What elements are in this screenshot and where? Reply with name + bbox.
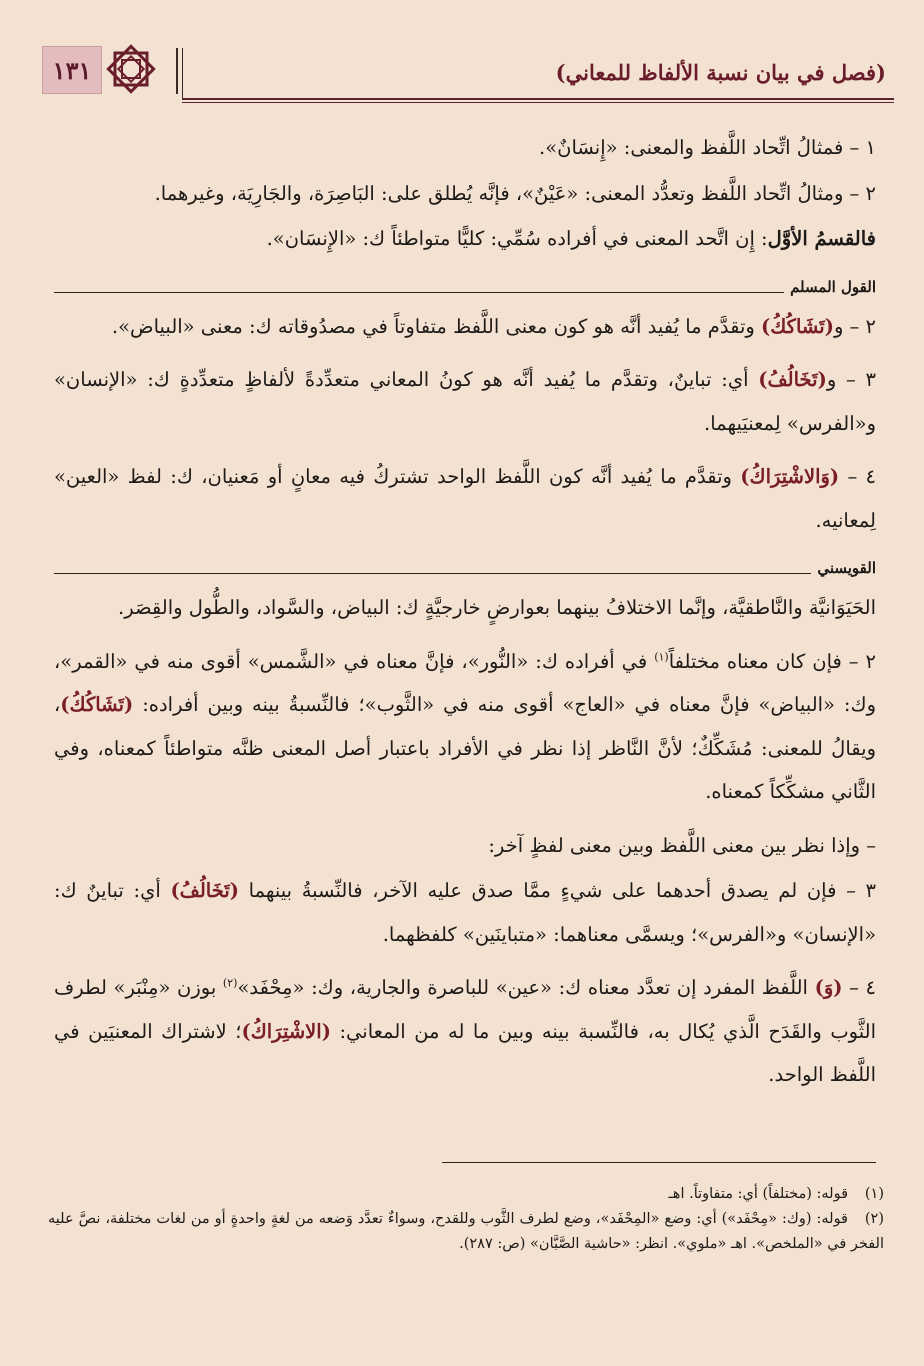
- page-number: ١٣١: [42, 46, 102, 94]
- footnote-separator: [442, 1162, 876, 1163]
- keyword: (تَشَاكُكُ): [60, 693, 134, 716]
- paragraph: [54, 358, 876, 445]
- keyword: (تَخَالُفُ): [758, 368, 827, 391]
- text-run: ٣ – فإن لم يصدق أحدهما على شيءٍ ممَّا صدق عليه الآخر، فالنِّسبةُ بينهما: [238, 879, 876, 902]
- section-label: [54, 271, 876, 297]
- keyword: (وَالاشْتِرَاكُ): [740, 465, 840, 488]
- keyword: (تَشَاكُكُ): [761, 314, 834, 338]
- running-title: (فصل في بيان نسبة الألفاظ للمعاني): [555, 60, 886, 85]
- text-run: ٣ – و: [826, 368, 876, 391]
- header-divider: [182, 48, 183, 98]
- paragraph: ٢ – ومثالُ اتِّحاد اللَّفظ وتعدُّد المعنى: «عَيْنٌ»، فإنَّه يُطلق على: البَاصِرَة، والجَارِيَة، وغيرهما.: [154, 181, 876, 205]
- paragraph: [54, 455, 876, 542]
- header-rule: [182, 102, 894, 103]
- footnote-ref[interactable]: (١): [654, 650, 669, 663]
- text-run: وتقدَّم ما يُفيد أنَّه كون اللَّفظ الواحد تشتركُ فيه معانٍ أو مَعنيان، ك: لفظ «العين» لِمعانيه.: [54, 465, 876, 532]
- text-run: ٢ – فإن كان معناه مختلفاً: [668, 649, 876, 673]
- footnotes: [48, 1182, 884, 1257]
- section-rule: [54, 292, 784, 293]
- section-rule: [54, 573, 811, 574]
- footnote-text: قوله: (وك: «مِحْفَد») أي: وضع «المِحْفَد»، وضع لطرف الثَّوب وللقدح، وسواءٌ تعدَّد وَضعه من لغةٍ واحدةٍ أو من لغات مختلفة، نصَّ عليه الفخر في «الملخص». اهـ «ملوي». انظر: «حاشية الصَّبَّان» (ص: ٢٨٧).: [48, 1211, 884, 1252]
- keyword: (وَ): [814, 976, 843, 999]
- text-run: ٢ – و: [833, 314, 876, 338]
- paragraph: [54, 640, 876, 814]
- text-run: أي: تباينٌ، وتقدَّم ما يُفيد أنَّه هو كونُ المعاني متعدِّدةً لألفاظٍ متعدِّدةٍ ك: «الإنسان» و«الفرس» لِمعنيَيهما.: [54, 368, 876, 435]
- footnote-ref[interactable]: (٢): [222, 976, 238, 990]
- text-run: أي: تباينٌ ك: «الإنسان» و«الفرس»؛ ويسمَّى معناهما: «متباينَين» كلفظهما.: [54, 879, 876, 946]
- eight-point-star-ornament-icon: [104, 42, 158, 96]
- paragraph: [54, 869, 876, 956]
- keyword: (تَخَالُفُ): [170, 879, 239, 902]
- section-label: [54, 552, 876, 578]
- footnote-number: (١): [864, 1186, 884, 1202]
- text-run: اللَّفظ المفرد إن تعدَّد معناه ك: «عين» للباصرة والجارية، وك: «مِحْفَد»: [237, 976, 815, 999]
- text-run: ٤ –: [839, 465, 876, 488]
- paragraph: الحَيَوَانيَّة والنَّاطقيَّة، وإنَّما الاختلافُ بينهما بعوارضٍ خارجيَّةٍ ك: البياض، والسَّواد، والطُّول والقِصَر.: [118, 596, 876, 619]
- text-run: في أفراده ك: «النُّور»، فإنَّ معناه في «الشَّمس» أقوى منه في «القمر»، وك: «البياض» فإنَّ معناه في «العاج» أقوى منه في «الثَّوب»؛ فالنِّسبةُ بينه وبين أفراده:: [54, 649, 876, 716]
- footnote: [48, 1207, 884, 1257]
- text-run: وتقدَّم ما يُفيد أنَّه هو كون معنى اللَّفظ متفاوتاً في مصدُوقاته ك: معنى «البياض».: [111, 314, 761, 338]
- footnote: [48, 1182, 884, 1207]
- main-text: [54, 126, 876, 1107]
- text-run: بوزن «مِنْبَر» لطرف الثَّوب والقَدَح الَّذي يُكال به، فالنِّسبة بينه وبين ما له من المعاني:: [54, 976, 876, 1043]
- page-header: [0, 38, 924, 102]
- text-run: ، ويقالُ للمعنى: مُشَكِّكٌ؛ لأنَّ النَّاظر إذا نظر في الأفراد باعتبار أصل المعنى ظنَّه متواطئاً كمعناه، وفي الثَّاني مشكِّكاً كمعناه.: [54, 693, 876, 803]
- paragraph: – وإذا نظر بين معنى اللَّفظ وبين معنى لفظٍ آخر:: [488, 833, 876, 857]
- text-run: ؛ لاشتراك المعنيَين في اللَّفظ الواحد.: [54, 1019, 876, 1086]
- text-run: ٤ –: [842, 976, 877, 999]
- footnote-text: قوله: (مختلفاً) أي: متفاوتاً. اهـ: [668, 1186, 848, 1202]
- bold-term: فالقسمُ الأوَّل: [767, 227, 876, 250]
- paragraph: [54, 305, 876, 349]
- keyword: (الاشْتِرَاكُ): [241, 1019, 331, 1043]
- section-label-text: القول المسلم: [790, 277, 876, 296]
- section-label-text: القويسني: [817, 559, 876, 577]
- paragraph: ١ – فمثالُ اتِّحاد اللَّفظ والمعنى: «إِنسَانٌ».: [539, 136, 876, 159]
- text-run: : إِن اتَّحد المعنى في أفراده سُمِّي: كليًّا متواطئاً ك: «الإِنسَان».: [266, 227, 768, 250]
- header-divider: [176, 48, 178, 94]
- paragraph: [54, 217, 876, 261]
- paragraph: [54, 966, 876, 1097]
- footnote-number: (٢): [864, 1211, 884, 1227]
- header-rule: [182, 98, 894, 100]
